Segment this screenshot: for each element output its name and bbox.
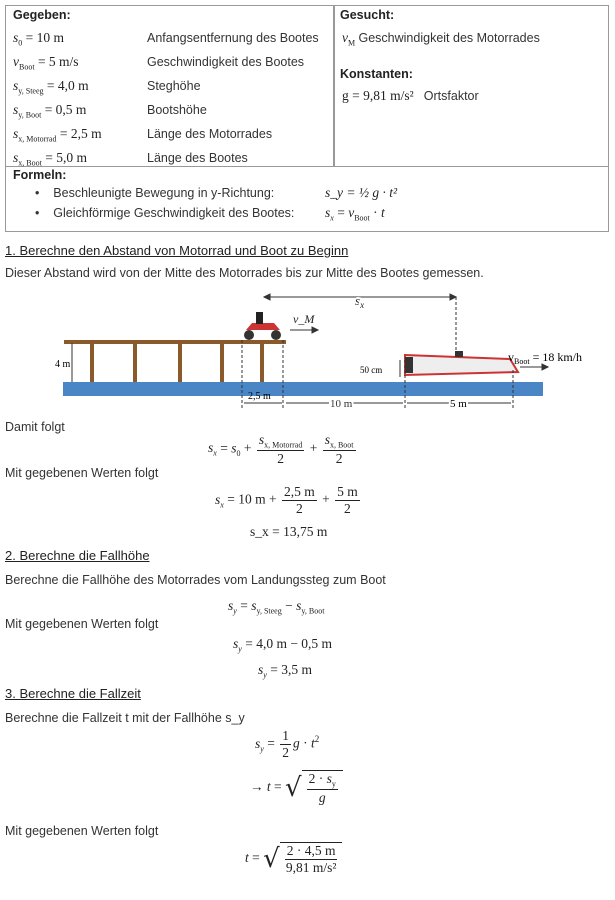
given-symbol <box>13 78 89 96</box>
symbol: v <box>13 54 19 69</box>
given-value: = 0,5 m <box>41 102 87 117</box>
formula-1: • Beschleunigte Bewegung in y-Richtung: <box>35 186 275 200</box>
given-value: = 5 m/s <box>34 54 79 69</box>
sec3-given-values: Mit gegebenen Werten folgt <box>5 824 159 838</box>
given-symbol <box>13 126 102 144</box>
formula-label: Gleichförmige Geschwindigkeit des Bootes: <box>53 206 295 220</box>
given-value: = 10 m <box>22 30 65 45</box>
label-2-5m: 2,5 m <box>248 391 271 402</box>
label-50cm: 50 cm <box>360 365 383 375</box>
given-desc: Länge des Motorrades <box>147 127 273 141</box>
boat-icon <box>405 351 518 375</box>
label-4m: 4 m <box>55 359 71 370</box>
sec1-given-values: Mit gegebenen Werten folgt <box>5 466 159 480</box>
constant-g <box>342 88 479 104</box>
label-10m: 10 m <box>330 398 353 410</box>
eq-sx-values: $s_x = 10$ m + $\frac{2,5 m}{2}$ + $\frac{5 m}{2}$ <box>215 484 358 516</box>
sought-sub: M <box>348 38 356 48</box>
sought-desc: Geschwindigkeit des Motorrades <box>358 31 540 45</box>
motorcycle-icon <box>244 312 281 340</box>
eq-sx-general: $s_x = s_0$ + $\frac{s_{x, Motorrad}}{2}$ + $\frac{s_{x, Boot}}{2}$ <box>208 432 354 466</box>
formula-2: • Gleichförmige Geschwindigkeit des Bootes: <box>35 206 295 220</box>
symbol: s <box>13 126 19 141</box>
symbol: s <box>13 150 19 165</box>
section-1-heading: 1. Berechne den Abstand von Motorrad und Boot zu Beginn <box>5 243 349 258</box>
dock <box>64 340 286 383</box>
eq-sy-result: $s_y = 3,5$ m <box>258 662 312 680</box>
sought-title: Gesucht: <box>340 8 395 22</box>
symbol: s <box>13 78 19 93</box>
given-title: Gegeben: <box>13 8 71 22</box>
formulas-title: Formeln: <box>13 168 67 182</box>
given-desc: Anfangsentfernung des Bootes <box>147 31 319 45</box>
symbol-sub: 0 <box>18 38 23 48</box>
given-symbol <box>13 54 79 72</box>
water <box>63 382 543 396</box>
section-2-text: Berechne die Fallhöhe des Motorrades vom Landungssteg zum Boot <box>5 573 386 587</box>
eq-t-general: → t = √ $\frac{2 \cdot s_y}{g}$ <box>250 770 343 806</box>
formula-2-expr: $s_x = v_{Boot} \cdot t$ <box>325 205 385 223</box>
formula-1-expr: s_y = ½ g · t² <box>325 185 398 200</box>
sec2-given-values: Mit gegebenen Werten folgt <box>5 617 159 631</box>
section-2-heading: 2. Berechne die Fallhöhe <box>5 548 150 563</box>
given-symbol <box>13 30 64 48</box>
given-value: = 5,0 m <box>41 150 87 165</box>
eq-fall: $s_y$ = $\frac{1}{2}$ $g \cdot t^2$ <box>255 728 320 760</box>
formula-label: Beschleunigte Bewegung in y-Richtung: <box>53 186 275 200</box>
symbol-sub: x, Motorrad <box>18 134 57 144</box>
label-vm: v_M <box>293 312 315 326</box>
symbol: s <box>13 30 19 45</box>
eq-sy-result-rhs: = 3,5 m <box>270 662 312 677</box>
section-3-text: Berechne die Fallzeit t mit der Fallhöhe s_y <box>5 711 245 725</box>
constant-desc: Ortsfaktor <box>423 89 479 103</box>
given-desc: Bootshöhe <box>147 103 207 117</box>
symbol-sub: x, Boot <box>18 158 42 168</box>
constants-title: Konstanten: <box>340 67 413 81</box>
given-symbol <box>13 102 86 120</box>
diagram <box>0 285 615 415</box>
eq-sy-values: $s_y = 4,0$ m − 0,5 m <box>233 636 333 654</box>
eq-sx-result: s_x = 13,75 m <box>250 524 328 539</box>
symbol-sub: y, Boot <box>18 110 42 120</box>
given-symbol <box>13 150 87 168</box>
sought-symbol: v <box>342 30 348 45</box>
given-value: = 2,5 m <box>56 126 102 141</box>
eq-sy-general: $s_y = s_{y, Steeg} - s_{y, Boot}$ <box>228 598 325 616</box>
section-1-text: Dieser Abstand wird von der Mitte des Motorrades bis zur Mitte des Bootes gemessen. <box>5 266 484 280</box>
symbol-sub: Boot <box>19 62 35 72</box>
label-sx: $s_x$ <box>355 293 365 310</box>
constant-expr: g = 9,81 m/s² <box>342 88 414 103</box>
symbol-sub: y, Steeg <box>18 86 44 96</box>
given-desc: Geschwindigkeit des Bootes <box>147 55 305 69</box>
eq-sy-values-rhs: = 4,0 m − 0,5 m <box>245 636 333 651</box>
given-value: = 4,0 m <box>43 78 89 93</box>
sought-item <box>342 30 540 48</box>
label-5m: 5 m <box>450 398 467 410</box>
eq-t-values: t = √ $\frac{2 \cdot 4,5 m}{\text{9,81 m/s²}}$ <box>245 842 342 876</box>
section-3-heading: 3. Berechne die Fallzeit <box>5 686 141 701</box>
label-vboot: $v_{Boot} = 18$ km/h <box>508 350 582 366</box>
sec1-follows: Damit folgt <box>5 420 65 434</box>
given-desc: Länge des Bootes <box>147 151 248 165</box>
given-desc: Steghöhe <box>147 79 201 93</box>
symbol: s <box>13 102 19 117</box>
